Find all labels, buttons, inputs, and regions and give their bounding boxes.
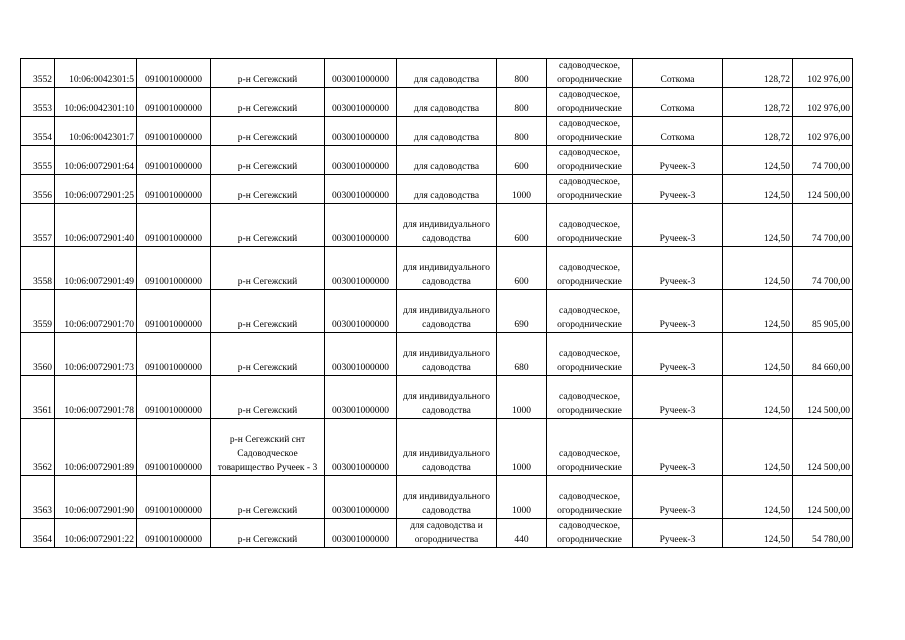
- category-cell: садоводческое, огороднические: [547, 290, 633, 333]
- category-cell: садоводческое, огороднические: [547, 117, 633, 146]
- area-cell: 600: [497, 247, 547, 290]
- cadastral-number-cell: 10:06:0042301:7: [55, 117, 137, 146]
- table-row: [21, 333, 853, 376]
- locality-cell: Ручеек-3: [633, 476, 723, 519]
- locality-cell: Ручеек-3: [633, 333, 723, 376]
- address-cell: р-н Сегежский: [211, 247, 325, 290]
- cadastral-value-cell: 74 700,00: [793, 204, 853, 247]
- oktmo-code-cell: 003001000000: [325, 204, 397, 247]
- cadastral-number-cell: 10:06:0072901:70: [55, 290, 137, 333]
- cadastral-rate-cell: 124,50: [723, 333, 793, 376]
- oktmo-code-cell: 003001000000: [325, 290, 397, 333]
- cadastral-rate-cell: 128,72: [723, 59, 793, 88]
- area-cell: 800: [497, 59, 547, 88]
- address-cell: р-н Сегежский: [211, 290, 325, 333]
- area-cell: 1000: [497, 476, 547, 519]
- row-number-cell: 3556: [21, 175, 55, 204]
- permitted-use-cell: для индивидуального садоводства: [397, 476, 497, 519]
- okato-code-cell: 091001000000: [137, 290, 211, 333]
- area-cell: 680: [497, 333, 547, 376]
- category-cell: садоводческое, огороднические: [547, 419, 633, 476]
- cadastral-number-cell: 10:06:0042301:5: [55, 59, 137, 88]
- area-cell: 1000: [497, 175, 547, 204]
- cadastral-value-cell: 85 905,00: [793, 290, 853, 333]
- permitted-use-cell: для индивидуального садоводства: [397, 290, 497, 333]
- okato-code-cell: 091001000000: [137, 333, 211, 376]
- okato-code-cell: 091001000000: [137, 59, 211, 88]
- category-cell: садоводческое, огороднические: [547, 333, 633, 376]
- locality-cell: Ручеек-3: [633, 247, 723, 290]
- okato-code-cell: 091001000000: [137, 117, 211, 146]
- cadastral-rate-cell: 124,50: [723, 247, 793, 290]
- address-cell: р-н Сегежский: [211, 117, 325, 146]
- oktmo-code-cell: 003001000000: [325, 146, 397, 175]
- permitted-use-cell: для садоводства: [397, 88, 497, 117]
- cadastral-rate-cell: 124,50: [723, 175, 793, 204]
- address-cell: р-н Сегежский: [211, 146, 325, 175]
- locality-cell: Соткома: [633, 88, 723, 117]
- permitted-use-cell: для садоводства: [397, 117, 497, 146]
- okato-code-cell: 091001000000: [137, 175, 211, 204]
- cadastral-value-cell: 54 780,00: [793, 519, 853, 548]
- category-cell: садоводческое, огороднические: [547, 146, 633, 175]
- category-cell: садоводческое, огороднические: [547, 247, 633, 290]
- area-cell: 440: [497, 519, 547, 548]
- cadastral-number-cell: 10:06:0072901:64: [55, 146, 137, 175]
- cadastral-rate-cell: 124,50: [723, 204, 793, 247]
- locality-cell: Ручеек-3: [633, 290, 723, 333]
- oktmo-code-cell: 003001000000: [325, 333, 397, 376]
- oktmo-code-cell: 003001000000: [325, 519, 397, 548]
- permitted-use-cell: для садоводства: [397, 146, 497, 175]
- cadastral-rate-cell: 124,50: [723, 290, 793, 333]
- area-cell: 1000: [497, 419, 547, 476]
- permitted-use-cell: для садоводства и огородничества: [397, 519, 497, 548]
- oktmo-code-cell: 003001000000: [325, 376, 397, 419]
- address-cell: р-н Сегежский: [211, 59, 325, 88]
- locality-cell: Ручеек-3: [633, 419, 723, 476]
- cadastral-number-cell: 10:06:0072901:40: [55, 204, 137, 247]
- locality-cell: Соткома: [633, 59, 723, 88]
- cadastral-value-cell: 102 976,00: [793, 59, 853, 88]
- cadastral-number-cell: 10:06:0072901:25: [55, 175, 137, 204]
- cadastral-rate-cell: 124,50: [723, 146, 793, 175]
- table-row: [21, 204, 853, 247]
- locality-cell: Ручеек-3: [633, 204, 723, 247]
- locality-cell: Ручеек-3: [633, 376, 723, 419]
- okato-code-cell: 091001000000: [137, 519, 211, 548]
- cadastral-value-cell: 124 500,00: [793, 476, 853, 519]
- locality-cell: Соткома: [633, 117, 723, 146]
- cadastral-value-cell: 124 500,00: [793, 376, 853, 419]
- permitted-use-cell: для садоводства: [397, 175, 497, 204]
- address-cell: р-н Сегежский: [211, 175, 325, 204]
- cadastral-rate-cell: 124,50: [723, 519, 793, 548]
- category-cell: садоводческое, огороднические: [547, 376, 633, 419]
- permitted-use-cell: для индивидуального садоводства: [397, 333, 497, 376]
- row-number-cell: 3560: [21, 333, 55, 376]
- permitted-use-cell: для индивидуального садоводства: [397, 247, 497, 290]
- row-number-cell: 3559: [21, 290, 55, 333]
- category-cell: садоводческое, огороднические: [547, 59, 633, 88]
- cadastral-number-cell: 10:06:0072901:90: [55, 476, 137, 519]
- table-row: [21, 376, 853, 419]
- table-row: [21, 59, 853, 88]
- cadastral-number-cell: 10:06:0042301:10: [55, 88, 137, 117]
- area-cell: 600: [497, 146, 547, 175]
- permitted-use-cell: для индивидуального садоводства: [397, 204, 497, 247]
- cadastral-number-cell: 10:06:0072901:89: [55, 419, 137, 476]
- locality-cell: Ручеек-3: [633, 175, 723, 204]
- cadastral-value-cell: 124 500,00: [793, 419, 853, 476]
- address-cell: р-н Сегежский снт Садоводческое товарищество Ручеек - 3: [211, 419, 325, 476]
- cadastral-rate-cell: 124,50: [723, 376, 793, 419]
- row-number-cell: 3554: [21, 117, 55, 146]
- row-number-cell: 3552: [21, 59, 55, 88]
- oktmo-code-cell: 003001000000: [325, 88, 397, 117]
- area-cell: 1000: [497, 376, 547, 419]
- row-number-cell: 3555: [21, 146, 55, 175]
- cadastral-rate-cell: 128,72: [723, 88, 793, 117]
- area-cell: 690: [497, 290, 547, 333]
- category-cell: садоводческое, огороднические: [547, 519, 633, 548]
- cadastral-value-cell: 74 700,00: [793, 247, 853, 290]
- address-cell: р-н Сегежский: [211, 204, 325, 247]
- table-body: [21, 59, 853, 548]
- address-cell: р-н Сегежский: [211, 88, 325, 117]
- row-number-cell: 3557: [21, 204, 55, 247]
- table-row: [21, 247, 853, 290]
- cadastral-rate-cell: 124,50: [723, 419, 793, 476]
- row-number-cell: 3558: [21, 247, 55, 290]
- locality-cell: Ручеек-3: [633, 519, 723, 548]
- row-number-cell: 3564: [21, 519, 55, 548]
- cadastral-number-cell: 10:06:0072901:22: [55, 519, 137, 548]
- oktmo-code-cell: 003001000000: [325, 419, 397, 476]
- address-cell: р-н Сегежский: [211, 333, 325, 376]
- table-row: [21, 519, 853, 548]
- cadastral-rate-cell: 128,72: [723, 117, 793, 146]
- row-number-cell: 3561: [21, 376, 55, 419]
- cadastral-number-cell: 10:06:0072901:78: [55, 376, 137, 419]
- row-number-cell: 3553: [21, 88, 55, 117]
- table-row: [21, 146, 853, 175]
- area-cell: 800: [497, 117, 547, 146]
- oktmo-code-cell: 003001000000: [325, 117, 397, 146]
- table-row: [21, 117, 853, 146]
- category-cell: садоводческое, огороднические: [547, 204, 633, 247]
- okato-code-cell: 091001000000: [137, 376, 211, 419]
- locality-cell: Ручеек-3: [633, 146, 723, 175]
- permitted-use-cell: для индивидуального садоводства: [397, 419, 497, 476]
- table-row: [21, 290, 853, 333]
- cadastral-value-cell: 124 500,00: [793, 175, 853, 204]
- area-cell: 800: [497, 88, 547, 117]
- table-row: [21, 476, 853, 519]
- okato-code-cell: 091001000000: [137, 476, 211, 519]
- okato-code-cell: 091001000000: [137, 419, 211, 476]
- okato-code-cell: 091001000000: [137, 247, 211, 290]
- table-row: [21, 88, 853, 117]
- cadastral-value-cell: 84 660,00: [793, 333, 853, 376]
- row-number-cell: 3563: [21, 476, 55, 519]
- address-cell: р-н Сегежский: [211, 519, 325, 548]
- category-cell: садоводческое, огороднические: [547, 476, 633, 519]
- land-register-table: [20, 58, 853, 548]
- okato-code-cell: 091001000000: [137, 204, 211, 247]
- cadastral-number-cell: 10:06:0072901:49: [55, 247, 137, 290]
- cadastral-value-cell: 102 976,00: [793, 117, 853, 146]
- cadastral-number-cell: 10:06:0072901:73: [55, 333, 137, 376]
- row-number-cell: 3562: [21, 419, 55, 476]
- oktmo-code-cell: 003001000000: [325, 476, 397, 519]
- permitted-use-cell: для индивидуального садоводства: [397, 376, 497, 419]
- cadastral-rate-cell: 124,50: [723, 476, 793, 519]
- oktmo-code-cell: 003001000000: [325, 247, 397, 290]
- area-cell: 600: [497, 204, 547, 247]
- address-cell: р-н Сегежский: [211, 476, 325, 519]
- oktmo-code-cell: 003001000000: [325, 59, 397, 88]
- address-cell: р-н Сегежский: [211, 376, 325, 419]
- cadastral-value-cell: 74 700,00: [793, 146, 853, 175]
- category-cell: садоводческое, огороднические: [547, 88, 633, 117]
- table-row: [21, 419, 853, 476]
- permitted-use-cell: для садоводства: [397, 59, 497, 88]
- cadastral-value-cell: 102 976,00: [793, 88, 853, 117]
- table-row: [21, 175, 853, 204]
- oktmo-code-cell: 003001000000: [325, 175, 397, 204]
- okato-code-cell: 091001000000: [137, 146, 211, 175]
- category-cell: садоводческое, огороднические: [547, 175, 633, 204]
- okato-code-cell: 091001000000: [137, 88, 211, 117]
